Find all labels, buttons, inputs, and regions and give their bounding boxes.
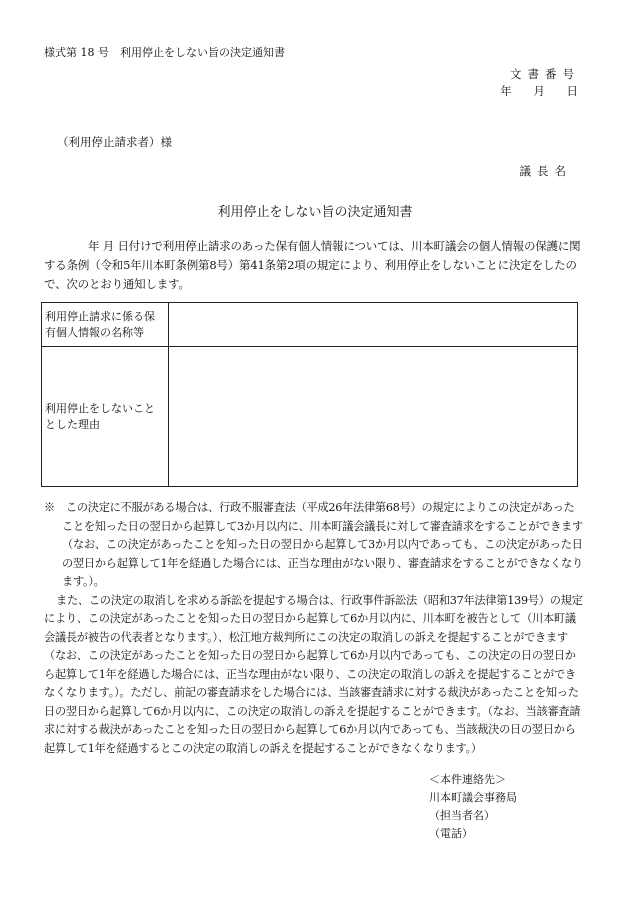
form-identifier: 様式第 18 号 利用停止をしない旨の決定通知書	[44, 46, 285, 59]
contact-office: 川本町議会事務局	[429, 791, 517, 804]
document-number: 文書番号	[510, 67, 580, 81]
notes-section	[44, 499, 584, 758]
intro-paragraph: 年 月 日付けで利用停止請求のあった保有個人情報については、川本町議会の個人情報の保護に関する条例（令和5年川本町条例第8号）第41条第2項の規定により、利用停止をしないことに決定をしたので、次のとおり通知します。	[44, 239, 581, 291]
document-date: 年 月 日	[500, 84, 580, 98]
appeal-note: ※ この決定に不服がある場合は、行政不服審査法（平成26年法律第68号）の規定によりこの決定があったことを知った日の翌日から起算して3か月以内に、川本町議会議長に対して審査請求をすることができます（なお、この決定があったことを知った日の翌日から起算して3か月以内であっても、この決定があった日の翌日から起算して1年を経過した場合には、正当な理由がない限り、審査請求をすることができなくなります。）。	[44, 501, 583, 588]
info-table	[41, 302, 578, 487]
reason-value	[169, 347, 578, 487]
contact-phone: （電話）	[429, 827, 473, 840]
recipient-line: （利用停止請求者）様	[57, 135, 172, 149]
lawsuit-note: また、この決定の取消しを求める訴訟を提起する場合は、行政事件訴訟法（昭和37年法律第139号）の規定により、この決定があったことを知った日の翌日から起算して6か月以内に、川本町を被告として（川本町議会議長が被告の代表者となります。）、松江地方裁判所にこの決定の取消しの訴えを提起することができます（なお、この決定があったことを知った日の翌日から起算して6か月以内であっても、この決定の日の翌日から起算して1年を経過した場合には、正当な理由がない限り、この決定の取消しの訴えを提起することができなくなります。）。ただし、前記の審査請求をした場合には、当該審査請求に対する裁決があったことを知った日の翌日から起算して6か月以内に、この決定の取消しの訴えを提起することができます。（なお、当該審査請求に対する裁決があったことを知った日の翌日から起算して6か月以内であっても、当該裁決の日の翌日から起算して1年を経過するとこの決定の取消しの訴えを提起することができなくなります。）	[44, 593, 583, 755]
info-name-label: 利用停止請求に係る保有個人情報の名称等	[42, 303, 169, 347]
sender-name: 議長名	[519, 164, 572, 178]
info-name-value	[169, 303, 578, 347]
table-row	[42, 347, 578, 487]
contact-block	[429, 771, 517, 843]
contact-heading: ＜本件連絡先＞	[429, 773, 506, 786]
document-title: 利用停止をしない旨の決定通知書	[217, 205, 413, 220]
table-row	[42, 303, 578, 347]
contact-person: （担当者名）	[429, 809, 495, 822]
reason-label: 利用停止をしないこととした理由	[42, 347, 169, 487]
